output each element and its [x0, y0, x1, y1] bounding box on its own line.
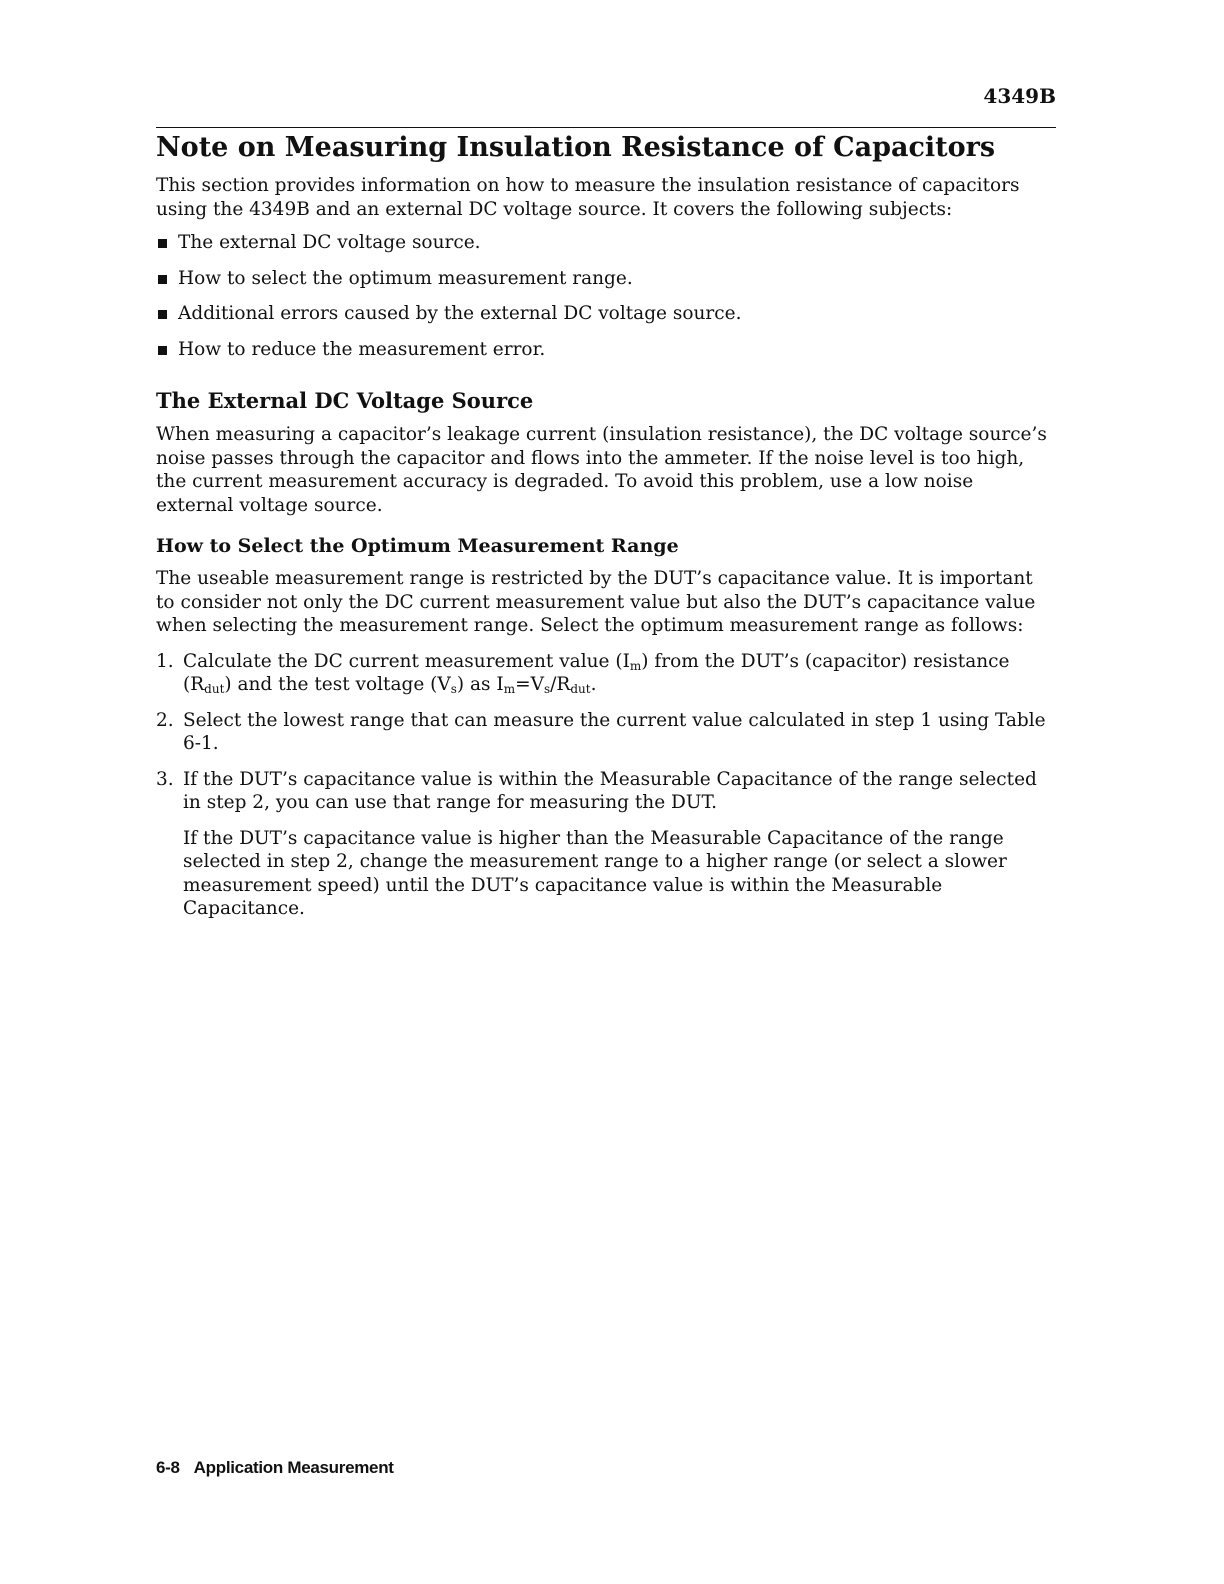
step-text-part: =V: [515, 674, 544, 695]
step-text: Select the lowest range that can measure the current value calculated in step 1 using Table 6-1.: [183, 709, 1046, 754]
step-text-part: ) and the test voltage (V: [224, 674, 451, 695]
subscript: s: [450, 682, 457, 696]
square-bullet-icon: [158, 275, 167, 284]
page-model-label: 4349B: [983, 84, 1056, 108]
subscript: dut: [570, 682, 591, 696]
subject-list: [156, 231, 1056, 361]
list-item-text: How to select the optimum measurement range.: [178, 267, 633, 289]
list-item-text: Additional errors caused by the external DC voltage source.: [178, 303, 742, 324]
step-paragraph: If the DUT’s capacitance value is within the Measurable Capacitance of the range selected in step 2, you can use that range for measuring the DUT.: [183, 768, 1037, 813]
step-text-part: /R: [550, 674, 571, 695]
step-item: [156, 768, 1056, 921]
step-text: [183, 768, 1056, 921]
voltage-source-paragraph: When measuring a capacitor’s leakage current (insulation resistance), the DC voltage source’s noise passes through the capacitor and flows into the ammeter. If the noise level is too high, the current measurement accuracy is degraded. To avoid this problem, use a low noise external voltage source.: [156, 424, 1047, 516]
step-number: 3.: [156, 768, 174, 790]
step-text-part: ) from the DUT’s (capacitor) resistance (R: [183, 650, 1010, 695]
list-item: [156, 267, 1056, 291]
document-body: [156, 130, 1056, 933]
square-bullet-icon: [158, 346, 167, 355]
chapter-name: Application Measurement: [193, 1458, 394, 1477]
header-rule: [156, 127, 1056, 128]
step-text-part: ) as I: [456, 674, 504, 695]
step-number: 1.: [156, 650, 174, 672]
square-bullet-icon: [158, 310, 167, 319]
step-item: [156, 709, 1056, 756]
step-text-part: .: [590, 674, 597, 695]
step-number: 2.: [156, 709, 174, 731]
intro-paragraph: This section provides information on how to measure the insulation resistance of capacitors using the 4349B and an external DC voltage source. It covers the following subjects:: [156, 175, 1020, 220]
section-heading-range: How to Select the Optimum Measurement Range: [156, 535, 679, 557]
list-item: [156, 338, 1056, 362]
list-item-text: The external DC voltage source.: [178, 232, 481, 253]
page-footer: [156, 1458, 394, 1478]
step-paragraph: If the DUT’s capacitance value is higher than the Measurable Capacitance of the range selected in step 2, change the measurement range to a higher range (or select a slower measurement speed) until the DUT’s capacitance value is within the Measurable Capacitance.: [183, 827, 1007, 919]
square-bullet-icon: [158, 239, 167, 248]
step-item: [156, 650, 1056, 697]
step-text: [183, 650, 1056, 697]
section-heading-voltage-source: The External DC Voltage Source: [156, 388, 534, 413]
subscript: m: [503, 682, 516, 696]
list-item-text: How to reduce the measurement error.: [178, 338, 546, 360]
list-item: [156, 302, 1056, 326]
page-title: Note on Measuring Insulation Resistance of Capacitors: [156, 132, 996, 163]
page-number: 6-8: [156, 1458, 180, 1477]
step-list: [156, 650, 1056, 921]
step-text-part: Calculate the DC current measurement value (I: [183, 650, 630, 672]
list-item: [156, 231, 1056, 255]
subscript: m: [629, 658, 642, 673]
subscript: dut: [204, 682, 225, 696]
subscript: s: [544, 682, 551, 696]
range-paragraph: The useable measurement range is restricted by the DUT’s capacitance value. It is important to consider not only the DC current measurement value but also the DUT’s capacitance value when selecting the measurement range. Select the optimum measurement range as follows:: [156, 568, 1036, 636]
